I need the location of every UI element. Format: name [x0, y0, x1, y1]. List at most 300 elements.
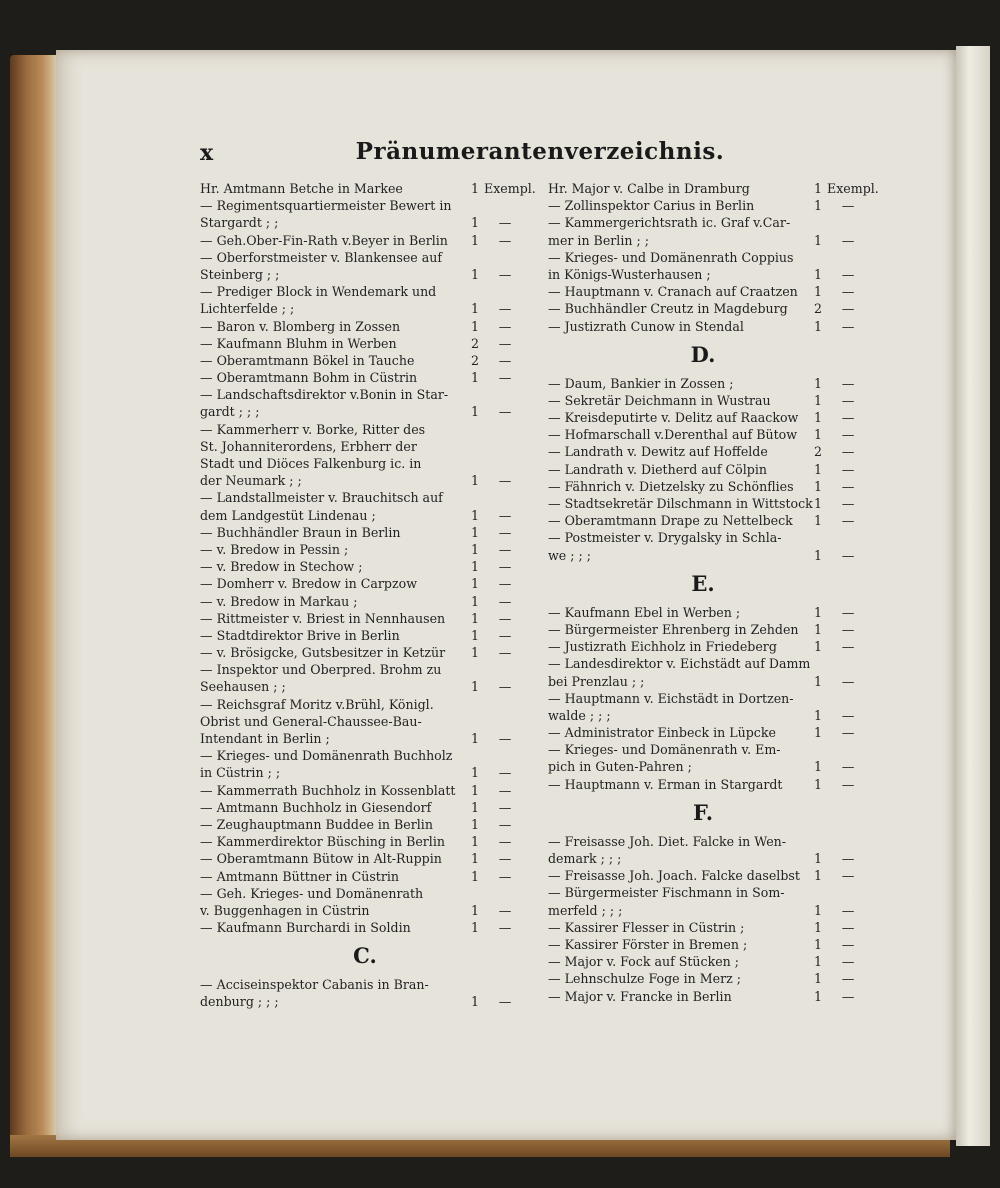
copy-count: 1: [813, 461, 822, 477]
copy-count: 1: [470, 318, 479, 334]
subscriber-entry: [200, 868, 525, 885]
copy-count: 2: [813, 301, 822, 317]
subscriber-entry: [548, 638, 878, 655]
subscriber-entry: [200, 976, 525, 993]
subscriber-name: — Major v. Fock auf Stücken ;: [548, 954, 740, 970]
copy-count: 1: [813, 621, 822, 637]
subscriber-name: — Justizrath Eichholz in Friedeberg: [548, 639, 777, 655]
subscriber-entry: [200, 593, 525, 610]
subscriber-entry: [548, 919, 878, 936]
subscriber-entry: [200, 489, 525, 506]
section-letter-heading: E.: [691, 570, 715, 596]
subscriber-entry: [548, 495, 878, 512]
copy-unit: —: [498, 994, 512, 1010]
section-letter-heading: D.: [690, 341, 716, 367]
copy-unit: —: [841, 478, 855, 494]
copy-count: 1: [470, 610, 479, 626]
copy-count: 1: [813, 902, 822, 918]
copy-count: 1: [470, 902, 479, 918]
copy-unit: —: [498, 645, 512, 661]
copy-count: 1: [470, 524, 479, 540]
copy-unit: —: [841, 902, 855, 918]
copy-unit: —: [498, 370, 512, 386]
subscriber-entry: [548, 443, 878, 460]
subscriber-name: Stadt und Diöces Falkenburg ic. in: [200, 456, 422, 471]
copy-unit: —: [841, 776, 855, 792]
subscriber-entry: [200, 249, 525, 266]
section-letter-heading: F.: [692, 799, 714, 825]
subscriber-name: — Hauptmann v. Eichstädt in Dortzen-: [548, 690, 794, 706]
subscriber-name: — Geh.Ober-Fin-Rath v.Beyer in Berlin: [200, 232, 448, 248]
copy-unit: —: [841, 851, 855, 866]
subscriber-entry: [548, 833, 878, 850]
copy-unit: —: [841, 707, 855, 723]
copy-unit: —: [841, 301, 855, 317]
subscriber-entry: [548, 673, 878, 690]
copy-count: 1: [470, 851, 479, 867]
copy-count: 1: [470, 920, 479, 936]
subscriber-entry: [548, 266, 878, 283]
subscriber-name: — Sekretär Deichmann in Wustrau: [548, 392, 771, 408]
subscriber-entry: [548, 283, 878, 300]
subscriber-entry: [200, 764, 525, 781]
copy-count: 1: [813, 410, 822, 426]
subscriber-name: — Bürgermeister Ehrenberg in Zehden: [548, 621, 799, 637]
subscriber-name: bei Prenzlau ; ;: [548, 673, 645, 689]
subscriber-name: — Inspektor und Oberpred. Brohm zu: [200, 662, 442, 678]
subscriber-entry: [200, 782, 525, 799]
subscriber-name: Steinberg ; ;: [200, 266, 280, 282]
subscriber-entry: [548, 547, 878, 564]
subscriber-entry: [200, 558, 525, 575]
subscriber-entry: [200, 300, 525, 317]
subscriber-entry: [200, 919, 525, 936]
subscriber-name: — Prediger Block in Wendemark und: [200, 284, 437, 300]
subscriber-name: Intendant in Berlin ;: [200, 731, 330, 746]
next-page-edge: [956, 46, 990, 1146]
subscriber-entry: [200, 816, 525, 833]
subscriber-name: — Acciseinspektor Cabanis in Bran-: [200, 977, 429, 993]
subscriber-name: gardt ; ; ;: [200, 404, 260, 420]
copy-unit: —: [841, 284, 855, 300]
subscriber-name: — Domherr v. Bredow in Carpzow: [200, 576, 417, 592]
subscriber-entry: [548, 249, 878, 266]
subscriber-name: — Kammergerichtsrath ic. Graf v.Car-: [548, 215, 791, 231]
subscriber-entry: [548, 724, 878, 741]
subscriber-entry: [200, 283, 525, 300]
subscriber-name: — Reichsgraf Moritz v.Brühl, Königl.: [200, 696, 434, 712]
copy-count: 1: [470, 181, 479, 196]
subscriber-entry: [200, 993, 525, 1010]
subscriber-name: — Kammerdirektor Büsching in Berlin: [200, 834, 445, 850]
copy-count: 1: [470, 593, 479, 609]
subscriber-entry: [548, 953, 878, 970]
copy-unit: —: [498, 851, 512, 867]
copy-unit: —: [498, 679, 512, 695]
copy-count: 1: [470, 507, 479, 523]
subscriber-name: walde ; ; ;: [548, 707, 611, 723]
subscriber-name: — Hofmarschall v.Derenthal auf Bütow: [548, 427, 798, 443]
subscriber-entry: [548, 461, 878, 478]
copy-count: 1: [470, 627, 479, 643]
copy-unit: —: [841, 410, 855, 426]
subscriber-name: — Bürgermeister Fischmann in Som-: [548, 885, 785, 901]
subscriber-entry: [200, 644, 525, 661]
subscriber-name: — Postmeister v. Drygalsky in Schla-: [548, 530, 782, 546]
copy-unit: —: [841, 621, 855, 637]
subscriber-entry: [548, 300, 878, 317]
copy-unit: Exempl.: [827, 181, 879, 196]
copy-count: 1: [813, 851, 822, 866]
subscriber-entry: [548, 512, 878, 529]
copy-unit: —: [498, 868, 512, 884]
copy-unit: —: [841, 639, 855, 655]
subscriber-entry: [200, 696, 525, 713]
subscriber-name: — v. Bredow in Pessin ;: [200, 541, 349, 557]
copy-count: 1: [813, 547, 822, 563]
subscriber-name: — Hauptmann v. Erman in Stargardt: [548, 776, 783, 792]
copy-unit: —: [498, 524, 512, 540]
copy-unit: —: [498, 902, 512, 918]
subscriber-name: — Landschaftsdirektor v.Bonin in Star-: [200, 387, 449, 403]
copy-count: 1: [813, 936, 822, 952]
subscriber-name: — v. Bredow in Markau ;: [200, 593, 358, 609]
subscriber-name: — Amtmann Buchholz in Giesendorf: [200, 799, 432, 815]
copy-unit: —: [841, 954, 855, 970]
subscriber-name: — Kreisdeputirte v. Delitz auf Raackow: [548, 410, 799, 426]
copy-count: 1: [813, 707, 822, 723]
subscriber-entry: [548, 884, 878, 901]
copy-unit: —: [841, 604, 855, 620]
subscriber-entry: [200, 335, 525, 352]
subscriber-entry: [200, 266, 525, 283]
copy-unit: —: [498, 318, 512, 334]
copy-unit: —: [498, 834, 512, 850]
subscriber-name: v. Buggenhagen in Cüstrin: [200, 902, 370, 918]
copy-unit: —: [498, 301, 512, 317]
copy-unit: —: [841, 444, 855, 460]
copy-unit: —: [841, 198, 855, 214]
subscriber-entry: [200, 661, 525, 678]
copy-unit: —: [841, 936, 855, 952]
copy-count: 1: [470, 215, 479, 231]
subscriber-name: — v. Bredow in Stechow ;: [200, 559, 363, 575]
subscriber-entry: [548, 902, 878, 919]
copy-count: 1: [813, 759, 822, 775]
subscriber-name: — Kammerrath Buchholz in Kossenblatt: [200, 782, 456, 798]
copy-unit: —: [498, 215, 512, 231]
copy-unit: —: [841, 971, 855, 987]
subscriber-entry: [200, 713, 525, 730]
subscriber-entry: [200, 730, 525, 747]
subscriber-name: — Landesdirektor v. Eichstädt auf Damm: [548, 656, 811, 672]
subscriber-name: — Oberamtmann Bohm in Cüstrin: [200, 370, 418, 386]
copy-count: 1: [813, 232, 822, 248]
subscriber-name: — Freisasse Joh. Diet. Falcke in Wen-: [548, 833, 787, 849]
subscriber-entry: [548, 707, 878, 724]
subscriber-entry: [200, 507, 525, 524]
copy-count: 1: [470, 834, 479, 850]
subscriber-name: — Stadtsekretär Dilschmann in Wittstock: [548, 496, 813, 511]
subscriber-entry: [548, 232, 878, 249]
subscriber-entry: [548, 529, 878, 546]
subscriber-name: — Oberamtmann Bütow in Alt-Ruppin: [200, 851, 442, 867]
subscriber-name: — Kaufmann Burchardi in Soldin: [200, 920, 411, 936]
copy-unit: —: [498, 920, 512, 936]
subscriber-entry: [200, 421, 525, 438]
copy-count: 1: [813, 971, 822, 987]
book-left-edge: [10, 55, 56, 1145]
subscriber-name: Hr. Major v. Calbe in Dramburg: [548, 181, 750, 196]
subscriber-entry: [548, 988, 878, 1005]
copy-unit: —: [498, 782, 512, 798]
copy-unit: —: [498, 473, 512, 489]
subscriber-entry: [200, 180, 536, 197]
subscriber-name: Lichterfelde ; ;: [200, 301, 295, 317]
copy-unit: —: [498, 559, 512, 575]
copy-unit: —: [841, 392, 855, 408]
copy-count: 1: [470, 731, 479, 746]
subscriber-name: — Kaufmann Bluhm in Werben: [200, 335, 397, 351]
subscriber-name: der Neumark ; ;: [200, 473, 302, 489]
subscriber-entry: [200, 369, 525, 386]
copy-unit: —: [841, 461, 855, 477]
copy-count: 1: [470, 994, 479, 1010]
subscriber-entry: [200, 438, 525, 455]
copy-unit: —: [498, 576, 512, 592]
copy-unit: —: [841, 988, 855, 1004]
copy-count: 1: [813, 725, 822, 741]
subscriber-entry: [200, 747, 525, 764]
copy-unit: —: [498, 404, 512, 420]
subscriber-name: — Kammerherr v. Borke, Ritter des: [200, 421, 426, 437]
subscriber-name: — Justizrath Cunow in Stendal: [548, 318, 744, 334]
copy-unit: —: [498, 627, 512, 643]
subscriber-name: St. Johanniterordens, Erbherr der: [200, 438, 417, 454]
subscriber-entry: [548, 690, 878, 707]
subscriber-entry: [200, 232, 525, 249]
subscriber-name: — Kassirer Förster in Bremen ;: [548, 936, 748, 952]
copy-count: 1: [813, 954, 822, 970]
subscriber-entry: [200, 610, 525, 627]
subscriber-name: — Geh. Krieges- und Domänenrath: [200, 885, 424, 901]
copy-count: 1: [470, 370, 479, 386]
copy-count: 1: [470, 645, 479, 661]
subscriber-entry: [548, 214, 878, 231]
subscriber-entry: [200, 799, 525, 816]
copy-count: 1: [813, 181, 822, 196]
subscriber-name: — Oberamtmann Bökel in Tauche: [200, 352, 415, 368]
subscriber-name: Obrist und General-Chaussee-Bau-: [200, 713, 422, 729]
copy-unit: —: [498, 799, 512, 815]
copy-unit: —: [841, 513, 855, 529]
subscriber-column-right: [548, 180, 878, 1005]
copy-count: 1: [813, 318, 822, 334]
subscriber-entry: [548, 741, 878, 758]
copy-count: 1: [813, 392, 822, 408]
copy-count: 1: [813, 427, 822, 443]
copy-unit: —: [841, 266, 855, 282]
subscriber-name: — v. Brösigcke, Gutsbesitzer in Ketzür: [200, 645, 446, 661]
subscriber-entry: [200, 627, 525, 644]
copy-unit: —: [498, 507, 512, 523]
copy-count: 1: [813, 919, 822, 935]
subscriber-entry: [200, 902, 525, 919]
subscriber-name: demark ; ; ;: [548, 851, 622, 866]
copy-count: 1: [813, 266, 822, 282]
subscriber-name: merfeld ; ; ;: [548, 902, 623, 918]
subscriber-name: — Buchhändler Creutz in Magdeburg: [548, 301, 788, 317]
subscriber-entry: [200, 575, 525, 592]
subscriber-name: — Krieges- und Domänenrath Buchholz: [200, 748, 453, 764]
subscriber-entry: [200, 403, 525, 420]
page-title: Pränumerantenverzeichnis.: [355, 138, 725, 165]
subscriber-name: — Fähnrich v. Dietzelsky zu Schönflies: [548, 478, 794, 494]
subscriber-entry: [200, 472, 525, 489]
subscriber-name: — Freisasse Joh. Joach. Falcke daselbst: [548, 868, 800, 884]
copy-count: 2: [470, 335, 479, 351]
copy-count: 1: [813, 604, 822, 620]
subscriber-name: — Oberamtmann Drape zu Nettelbeck: [548, 513, 793, 529]
subscriber-name: — Landrath v. Dietherd auf Cölpin: [548, 461, 767, 477]
subscriber-entry: [548, 655, 878, 672]
page-header: [200, 140, 880, 170]
subscriber-name: in Cüstrin ; ;: [200, 765, 281, 781]
copy-count: 1: [813, 478, 822, 494]
subscriber-name: mer in Berlin ; ;: [548, 232, 649, 248]
subscriber-name: — Baron v. Blomberg in Zossen: [200, 318, 401, 334]
subscriber-entry: [548, 180, 878, 197]
subscriber-name: — Administrator Einbeck in Lüpcke: [548, 725, 776, 741]
copy-unit: —: [841, 232, 855, 248]
copy-unit: —: [498, 541, 512, 557]
subscriber-name: — Kassirer Flesser in Cüstrin ;: [548, 919, 745, 935]
subscriber-name: — Oberforstmeister v. Blankensee auf: [200, 249, 443, 265]
subscriber-name: we ; ; ;: [548, 547, 591, 563]
subscriber-entry: [200, 678, 525, 695]
section-letter-heading: C.: [353, 943, 377, 969]
page-number: x: [200, 140, 214, 166]
copy-unit: —: [841, 759, 855, 775]
subscriber-entry: [548, 758, 878, 775]
copy-count: 1: [813, 375, 822, 391]
subscriber-entry: [548, 375, 878, 392]
copy-count: 1: [470, 765, 479, 781]
copy-unit: —: [841, 427, 855, 443]
copy-unit: —: [498, 816, 512, 832]
copy-unit: —: [841, 375, 855, 391]
copy-count: 2: [813, 444, 822, 460]
subscriber-entry: [548, 936, 878, 953]
subscriber-entry: [200, 214, 525, 231]
copy-count: 1: [470, 301, 479, 317]
copy-count: 2: [470, 352, 479, 368]
subscriber-entry: [200, 885, 525, 902]
copy-count: 1: [470, 541, 479, 557]
subscriber-entry: [548, 850, 878, 867]
subscriber-entry: [548, 478, 878, 495]
subscriber-entry: [548, 426, 878, 443]
copy-count: 1: [813, 776, 822, 792]
subscriber-name: pich in Guten-Pahren ;: [548, 759, 692, 775]
subscriber-entry: [548, 409, 878, 426]
subscriber-name: — Daum, Bankier in Zossen ;: [548, 375, 734, 391]
copy-unit: —: [841, 725, 855, 741]
copy-unit: —: [498, 335, 512, 351]
subscriber-name: — Hauptmann v. Cranach auf Craatzen: [548, 284, 798, 300]
subscriber-entry: [548, 604, 878, 621]
subscriber-entry: [200, 833, 525, 850]
copy-count: 1: [470, 473, 479, 489]
copy-unit: —: [498, 765, 512, 781]
subscriber-name: — Amtmann Büttner in Cüstrin: [200, 868, 400, 884]
copy-count: 1: [813, 639, 822, 655]
subscriber-entry: [200, 386, 525, 403]
subscriber-name: — Krieges- und Domänenrath v. Em-: [548, 742, 781, 758]
subscriber-entry: [548, 197, 878, 214]
copy-count: 1: [470, 232, 479, 248]
subscriber-name: Hr. Amtmann Betche in Markee: [200, 181, 403, 196]
copy-unit: —: [841, 318, 855, 334]
subscriber-entry: [548, 318, 878, 335]
copy-count: 1: [813, 673, 822, 689]
subscriber-entry: [200, 197, 525, 214]
copy-unit: —: [841, 919, 855, 935]
copy-unit: —: [498, 610, 512, 626]
subscriber-entry: [548, 867, 878, 884]
copy-count: 1: [813, 284, 822, 300]
subscriber-entry: [200, 541, 525, 558]
copy-count: 1: [813, 513, 822, 529]
subscriber-name: — Krieges- und Domänenrath Coppius: [548, 249, 794, 265]
copy-count: 1: [470, 679, 479, 695]
subscriber-name: — Major v. Francke in Berlin: [548, 988, 732, 1004]
subscriber-entry: [548, 970, 878, 987]
subscriber-name: dem Landgestüt Lindenau ;: [200, 507, 376, 523]
subscriber-entry: [200, 455, 525, 472]
subscriber-name: — Kaufmann Ebel in Werben ;: [548, 604, 741, 620]
copy-unit: —: [841, 496, 855, 511]
copy-unit: —: [498, 266, 512, 282]
copy-count: 1: [470, 799, 479, 815]
copy-unit: —: [498, 232, 512, 248]
subscriber-entry: [548, 621, 878, 638]
copy-count: 1: [470, 266, 479, 282]
subscriber-name: — Regimentsquartiermeister Bewert in: [200, 198, 452, 214]
copy-count: 1: [813, 988, 822, 1004]
copy-unit: —: [498, 731, 512, 746]
subscriber-name: — Buchhändler Braun in Berlin: [200, 524, 401, 540]
copy-count: 1: [470, 404, 479, 420]
subscriber-entry: [548, 392, 878, 409]
copy-count: 1: [470, 576, 479, 592]
subscriber-name: — Zeughauptmann Buddee in Berlin: [200, 816, 433, 832]
subscriber-entry: [200, 318, 525, 335]
subscriber-name: — Landstallmeister v. Brauchitsch auf: [200, 490, 443, 506]
subscriber-name: denburg ; ; ;: [200, 994, 279, 1010]
copy-count: 1: [813, 496, 822, 511]
copy-count: 1: [470, 559, 479, 575]
copy-count: 1: [813, 198, 822, 214]
subscriber-name: — Stadtdirektor Brive in Berlin: [200, 627, 400, 643]
subscriber-entry: [200, 850, 525, 867]
copy-unit: —: [841, 868, 855, 884]
copy-unit: —: [498, 352, 512, 368]
copy-count: 1: [470, 782, 479, 798]
copy-count: 1: [470, 816, 479, 832]
copy-count: 1: [813, 868, 822, 884]
subscriber-entry: [200, 352, 525, 369]
